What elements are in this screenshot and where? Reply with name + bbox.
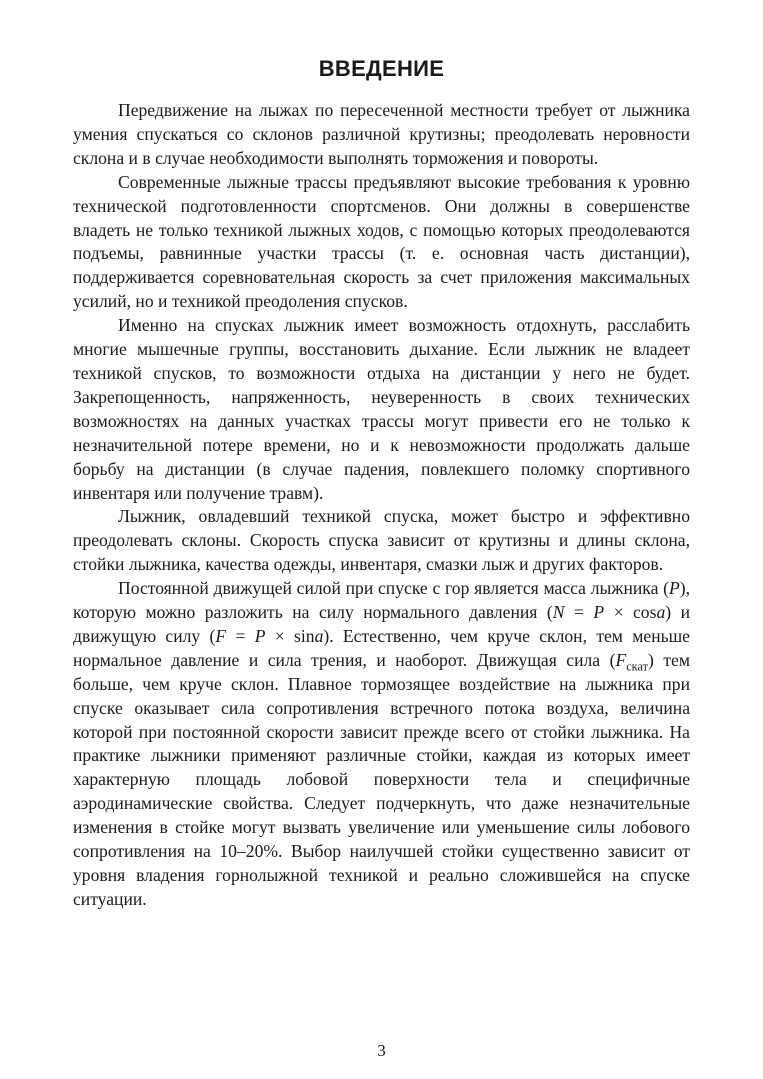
text-run: = xyxy=(564,602,594,623)
paragraph-5 xyxy=(73,577,690,912)
symbol-a: a xyxy=(314,625,324,646)
paragraph-1: Передвижение на лыжах по пересеченной местности требует от лыжника умения спускаться со склонов различной крутизны; преодолевать неровности склона и в случае необходимости выполнять торможения и повороты. xyxy=(73,100,690,168)
subscript-skat: скат xyxy=(626,659,649,674)
text-run: ) тем больше, чем круче склон. Плавное тормозящее воздействие на лыжника при спуске оказывает сила сопротивления встречного потока воздуха, величина которой при постоянной скорости зависит прежде всего от стойки лыжника. На практике лыжники применяют различные стойки, каждая из которых имеет характерную площадь лобовой поверхности тела и специфичные аэродинамические свойства. Следует подчеркнуть, что даже незначительные изменения в стойке могут вызвать увеличение или уменьшение силы лобового сопротивления на 10–20%. Выбор наилучшей стойки существенно зависит от уровня владения горнолыжной техникой и реально сложившейся на спуске ситуации. xyxy=(73,649,691,909)
symbol-a: a xyxy=(656,602,666,623)
symbol-p: P xyxy=(668,578,680,599)
text-run: ). Естественно, чем круче склон, тем меньше нормальное давление и сила трения, и наоборот. Движущая сила ( xyxy=(73,625,690,670)
paragraph-2: Современные лыжные трассы предъявляют высокие требования к уровню технической подготовленности спортсменов. Они должны в совершенстве владеть не только техникой лыжных ходов, с помощью которых преодолеваются подъемы, равнинные участки трассы (т. е. основная часть дистанции), поддерживается соревновательная скорость за счет приложения максимальных усилий, но и техникой преодоления спусков. xyxy=(73,171,690,312)
symbol-p: P xyxy=(593,602,605,623)
text-run: × cos xyxy=(604,602,657,623)
text-run: ) и движущую силу ( xyxy=(73,602,690,646)
symbol-n: N xyxy=(552,602,565,623)
page-title: ВВЕДЕНИЕ xyxy=(318,56,445,81)
text-run: × sin xyxy=(265,625,315,646)
symbol-f: F xyxy=(215,625,227,646)
text-run: = xyxy=(226,625,255,646)
text-run: Постоянной движущей силой при спуске с гор является масса лыжника ( xyxy=(118,578,669,599)
page-number: 3 xyxy=(377,1041,386,1060)
paragraph-4: Лыжник, овладевший техникой спуска, может быстро и эффективно преодолевать склоны. Скорость спуска зависит от крутизны и длины склона, стойки лыжника, качества одежды, инвентаря, смазки лыж и других факторов. xyxy=(73,506,690,575)
symbol-p: P xyxy=(254,625,266,646)
body-text xyxy=(73,99,690,912)
paragraph-3: Именно на спусках лыжник имеет возможность отдохнуть, расслабить многие мышечные группы, восстановить дыхание. Если лыжник не владеет техникой спусков, то возможности отдыха на дистанции у него не будет. Закрепощенность, напряженность, неуверенность в своих технических возможностях на данных участках трассы могут привести его не только к незначительной потере времени, но и к невозможности продолжать дальше борьбу на дистанции (в случае падения, повлекшего поломку спортивного инвентаря или получение травм). xyxy=(73,315,690,503)
symbol-f: F xyxy=(615,649,627,670)
text-run: ), которую можно разложить на силу нормального давления ( xyxy=(73,578,690,623)
